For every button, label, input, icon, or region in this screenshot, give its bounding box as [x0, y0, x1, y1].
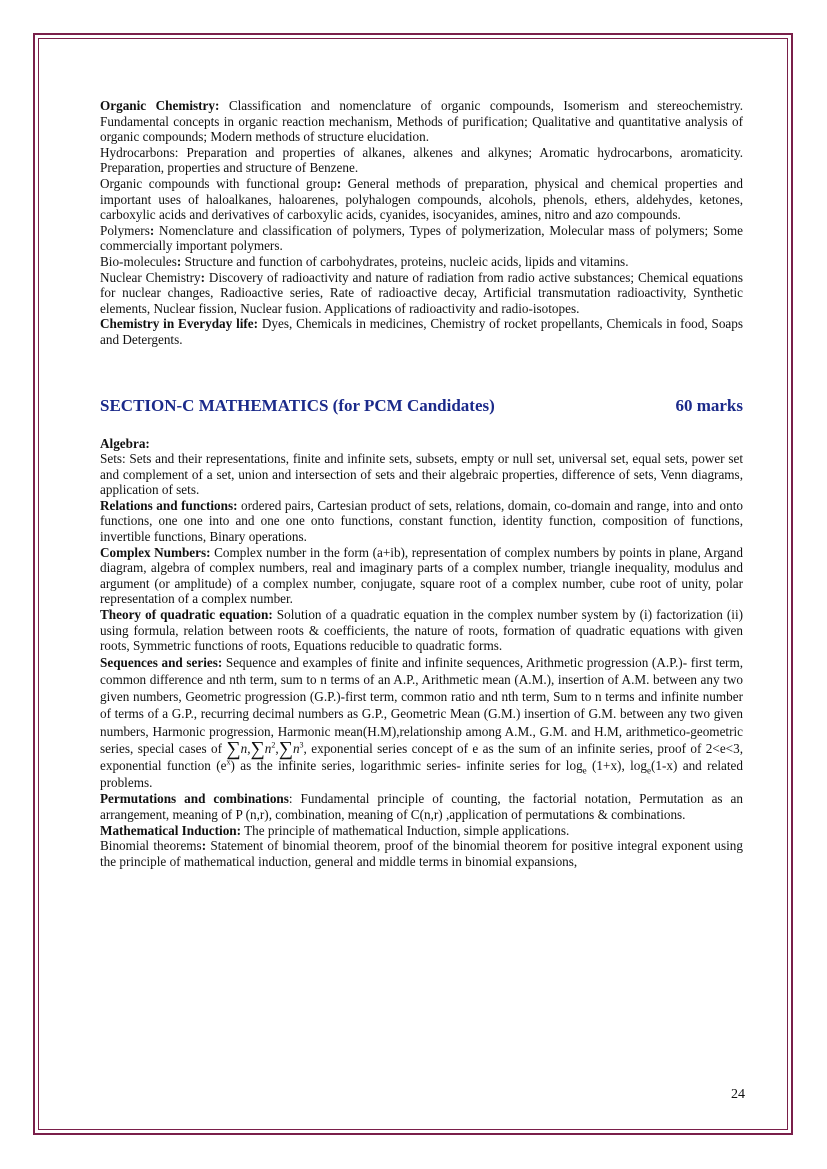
text-hydrocarbons: Preparation and properties of alkanes, alkenes and alkynes; Aromatic hydrocarbons, aromaticity. Preparation, properties and structure of Benzene. [100, 144, 743, 176]
section-spacer [100, 348, 743, 396]
paragraph-induction [100, 823, 743, 839]
colon-polymers: : [149, 222, 155, 238]
heading-relations: Relations and functions: [100, 497, 238, 513]
colon-bio-molecules: : [176, 253, 182, 269]
section-c-title: SECTION-C MATHEMATICS (for PCM Candidates) [100, 395, 495, 415]
var-n-1: n [240, 740, 248, 756]
heading-permutations: Permutations and combinations [100, 791, 289, 807]
heading-organic-chemistry: Organic Chemistry: [100, 98, 220, 113]
text-quadratic: Solution of a quadratic equation in the complex number system by (i) factorization (ii) using formula, relation between roots & coefficients, the nature of roots, formation of quadratic equations with given roots, Symmetric functions of roots, Equations reducible to quadratic forms. [100, 607, 743, 654]
section-c-marks: 60 marks [675, 395, 743, 415]
var-n-2: n [264, 740, 272, 756]
paragraph-sequences [100, 654, 743, 792]
paragraph-nuclear-chemistry [100, 270, 743, 317]
text-functional-group: General methods of preparation, physical and chemical properties and important uses of haloalkanes, haloarenes, polyhalogen compounds, alcohols, phenols, ethers, aldehydes, ketones, carboxylic acids and derivatives of carboxylic acids, cyanides, isocyanides, amines, nitro and azo compounds. [100, 175, 744, 223]
subscript-e-1: e [582, 765, 587, 776]
paragraph-binomial [100, 838, 743, 869]
colon-nuclear-chemistry: : [200, 269, 206, 285]
exponent-x: x [226, 757, 231, 767]
text-binomial: Statement of binomial theorem, proof of the binomial theorem for positive integral exponent using the principle of mathematical induction, general and middle terms in binomial expansions, [100, 838, 743, 869]
sum-symbol-3: ∑ [278, 737, 293, 760]
paragraph-quadratic [100, 607, 743, 654]
text-sequences-4: (1+x), log [586, 758, 647, 774]
paragraph-everyday-chemistry [100, 316, 743, 347]
heading-sequences: Sequences and series: [100, 654, 223, 670]
heading-binomial: Binomial theorems [100, 838, 202, 854]
paragraph-complex-numbers [100, 545, 743, 607]
heading-polymers: Polymers [100, 222, 150, 238]
heading-nuclear-chemistry: Nuclear Chemistry [100, 269, 201, 285]
text-everyday-chemistry: Dyes, Chemicals in medicines, Chemistry of rocket propellants, Chemicals in food, Soaps and Detergents. [100, 316, 743, 347]
paragraph-bio-molecules [100, 254, 743, 270]
paragraph-hydrocarbons [100, 145, 743, 176]
heading-quadratic: Theory of quadratic equation: [100, 607, 273, 623]
text-induction: The principle of mathematical Induction, simple applications. [241, 822, 570, 838]
exponent-2: 2 [271, 740, 276, 750]
text-bio-molecules: Structure and function of carbohydrates, proteins, nucleic acids, lipids and vitamins. [181, 253, 629, 269]
algebra-label: Algebra: [100, 435, 150, 451]
subscript-e-2: e [646, 765, 651, 776]
text-sequences-2: , exponential series concept of e as the sum of an infinite series, proof of 2<e<3, exponential function (e [100, 740, 743, 774]
text-permutations: : Fundamental principle of counting, the factorial notation, Permutation as an arrangement, meaning of P (n,r), combination, meaning of C(n,r) ,application of permutations & combinations. [100, 791, 743, 823]
comma-1: , [247, 740, 251, 756]
text-sequences-1: Sequence and examples of finite and infinite sequences, Arithmetic progression (A.P.)- first term, common difference and nth term, sum to n terms of an A.P., Arithmetic mean (A.M.), insertion of A.M. between any two given numbers, Geometric progression (G.P.)-first term, common ratio and nth term, Sum to n terms and infinite number of terms of a G.P., recurring decimal numbers as G.P., Geometric Mean (G.M.) insertion of G.M. between any two given numbers, Harmonic progression, Harmonic mean(H.M),relationship among A.M., G.M. and H.M, arithmetico-geometric series, special cases of [100, 654, 744, 756]
text-relations: ordered pairs, Cartesian product of sets, relations, domain, co-domain and range, into and onto functions, one one into and one one onto functions, constant function, identity function, composition of functions, invertible functions, Binary operations. [100, 497, 743, 545]
heading-algebra [100, 436, 743, 452]
text-organic-chemistry: Classification and nomenclature of organic compounds, Isomerism and stereochemistry. Fundamental concepts in organic reaction mechanism, Methods of purification; Qualitative and quantitative analysis of organic compounds; Modern methods of structure elucidation. [100, 98, 743, 145]
sum-symbol-2: ∑ [250, 737, 265, 760]
heading-induction: Mathematical Induction: [100, 822, 242, 838]
text-complex-numbers: Complex number in the form (a+ib), representation of complex numbers by points in plane, Argand diagram, algebra of complex numbers, real and imaginary parts of a complex number, triangle inequality, modulus and argument (or amplitude) of a complex number, conjugate, square root of a complex number, cube root of unity, polar representation of a complex number. [100, 544, 743, 607]
paragraph-relations [100, 498, 743, 545]
page-number: 24 [731, 1087, 745, 1102]
var-n-3: n [292, 740, 300, 756]
heading-complex-numbers: Complex Numbers: [100, 544, 211, 560]
colon-functional-group: : [336, 175, 342, 191]
paragraph-sets: Sets: Sets and their representations, finite and infinite sets, subsets, empty or null set, universal set, equal sets, power set and complement of a set, union and intersection of sets and their algebraic properties, difference of sets, Venn diagrams, application of sets. [100, 451, 743, 498]
heading-everyday-chemistry: Chemistry in Everyday life: [100, 316, 259, 332]
heading-hydrocarbons: Hydrocarbons: [100, 144, 179, 160]
paragraph-functional-group [100, 176, 743, 223]
heading-functional-group: Organic compounds with functional group [100, 175, 337, 191]
comma-2: , [275, 740, 279, 756]
section-c-heading [100, 396, 743, 416]
sum-symbol-1: ∑ [226, 737, 241, 760]
colon-binomial: : [201, 838, 207, 854]
paragraph-permutations [100, 791, 743, 822]
exponent-3: 3 [299, 740, 304, 750]
text-nuclear-chemistry: Discovery of radioactivity and nature of radiation from radio active substances; Chemical equations for nuclear changes, Radioactive series, Rate of radioactive decay, Artificial transmutation radioactivity, Synthetic elements, Nuclear fission, Nuclear fusion. Applications of radioactivity and radio-isotopes. [100, 269, 744, 316]
text-polymers: Nomenclature and classification of polymers, Types of polymerization, Molecular mass of polymers; Some commercially important polymers. [100, 222, 743, 254]
heading-bio-molecules: Bio-molecules [100, 253, 177, 269]
text-sequences-3: ) as the infinite series, logarithmic series- infinite series for log [230, 758, 583, 774]
text-sequences-5: (1-x) and related problems. [100, 758, 744, 791]
paragraph-organic-chemistry [100, 98, 743, 145]
document-body [100, 98, 743, 869]
paragraph-polymers [100, 223, 743, 254]
